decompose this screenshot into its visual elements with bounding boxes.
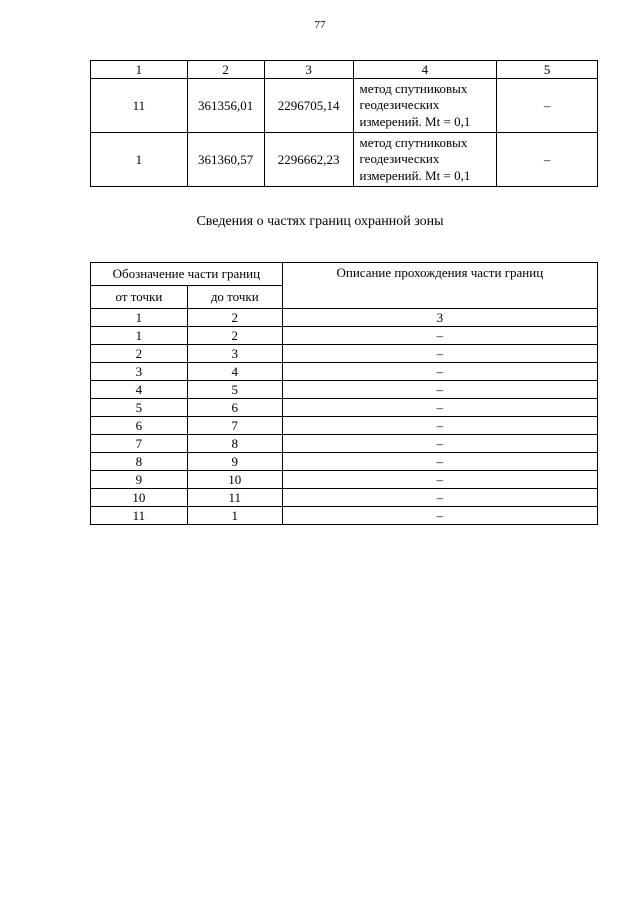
method-line: геодезических (359, 151, 440, 167)
to-point: 11 (187, 489, 282, 507)
table-header-row (91, 61, 598, 79)
method-line: геодезических (359, 97, 440, 113)
column-number-1: 1 (91, 61, 188, 79)
column-number-4: 4 (353, 61, 497, 79)
coordinate-x: 361356,01 (187, 79, 264, 133)
coordinates-table (90, 60, 598, 187)
description-cell: – (282, 345, 597, 363)
description-cell: – (282, 399, 597, 417)
from-point: 10 (91, 489, 188, 507)
description-cell: – (282, 363, 597, 381)
section-title: Сведения о частях границ охранной зоны (196, 214, 444, 229)
column-numbering-row (91, 309, 598, 327)
group-header: Обозначение части границ (91, 263, 283, 286)
table-row (91, 327, 598, 345)
description-header: Описание прохождения части границ (282, 263, 597, 309)
note-cell: – (497, 79, 598, 133)
table-row (91, 399, 598, 417)
coordinate-x: 361360,57 (187, 133, 264, 187)
table-header-row (91, 263, 598, 286)
method-line: метод спутниковых (359, 80, 468, 96)
from-point: 7 (91, 435, 188, 453)
to-point: 5 (187, 381, 282, 399)
method-line: измерений. Mt = 0,1 (359, 167, 471, 183)
description-cell: – (282, 507, 597, 525)
to-point: 4 (187, 363, 282, 381)
table-row (91, 381, 598, 399)
method-line: измерений. Mt = 0,1 (359, 113, 471, 129)
to-point: 7 (187, 417, 282, 435)
table-row (91, 489, 598, 507)
table-row (91, 417, 598, 435)
point-id: 1 (91, 133, 188, 187)
boundary-parts-table (90, 262, 598, 525)
from-point: 4 (91, 381, 188, 399)
description-cell: – (282, 453, 597, 471)
from-point: 1 (91, 327, 188, 345)
from-point: 2 (91, 345, 188, 363)
to-point: 6 (187, 399, 282, 417)
method-line: метод спутниковых (359, 134, 468, 150)
column-number-3: 3 (264, 61, 353, 79)
from-point: 6 (91, 417, 188, 435)
description-cell: – (282, 489, 597, 507)
column-number-3: 3 (282, 309, 597, 327)
table-row (91, 133, 598, 187)
from-point: 11 (91, 507, 188, 525)
from-point: 5 (91, 399, 188, 417)
coordinate-y: 2296662,23 (264, 133, 353, 187)
table-row (91, 507, 598, 525)
column-number-2: 2 (187, 309, 282, 327)
column-number-1: 1 (91, 309, 188, 327)
to-point: 8 (187, 435, 282, 453)
to-point: 1 (187, 507, 282, 525)
description-cell: – (282, 417, 597, 435)
description-cell: – (282, 471, 597, 489)
table-row (91, 345, 598, 363)
from-point: 9 (91, 471, 188, 489)
table-row (91, 363, 598, 381)
point-id: 11 (91, 79, 188, 133)
coordinate-y: 2296705,14 (264, 79, 353, 133)
table-row (91, 453, 598, 471)
from-point: 8 (91, 453, 188, 471)
note-cell: – (497, 133, 598, 187)
to-point: 9 (187, 453, 282, 471)
description-cell: – (282, 381, 597, 399)
column-number-2: 2 (187, 61, 264, 79)
method-cell (353, 133, 497, 187)
page-number: 77 (314, 19, 326, 31)
from-point: 3 (91, 363, 188, 381)
to-point: 10 (187, 471, 282, 489)
description-cell: – (282, 327, 597, 345)
from-point-header: от точки (91, 286, 188, 309)
table-row (91, 79, 598, 133)
to-point: 2 (187, 327, 282, 345)
to-point: 3 (187, 345, 282, 363)
table-row (91, 471, 598, 489)
method-cell (353, 79, 497, 133)
column-number-5: 5 (497, 61, 598, 79)
to-point-header: до точки (187, 286, 282, 309)
description-cell: – (282, 435, 597, 453)
table-row (91, 435, 598, 453)
